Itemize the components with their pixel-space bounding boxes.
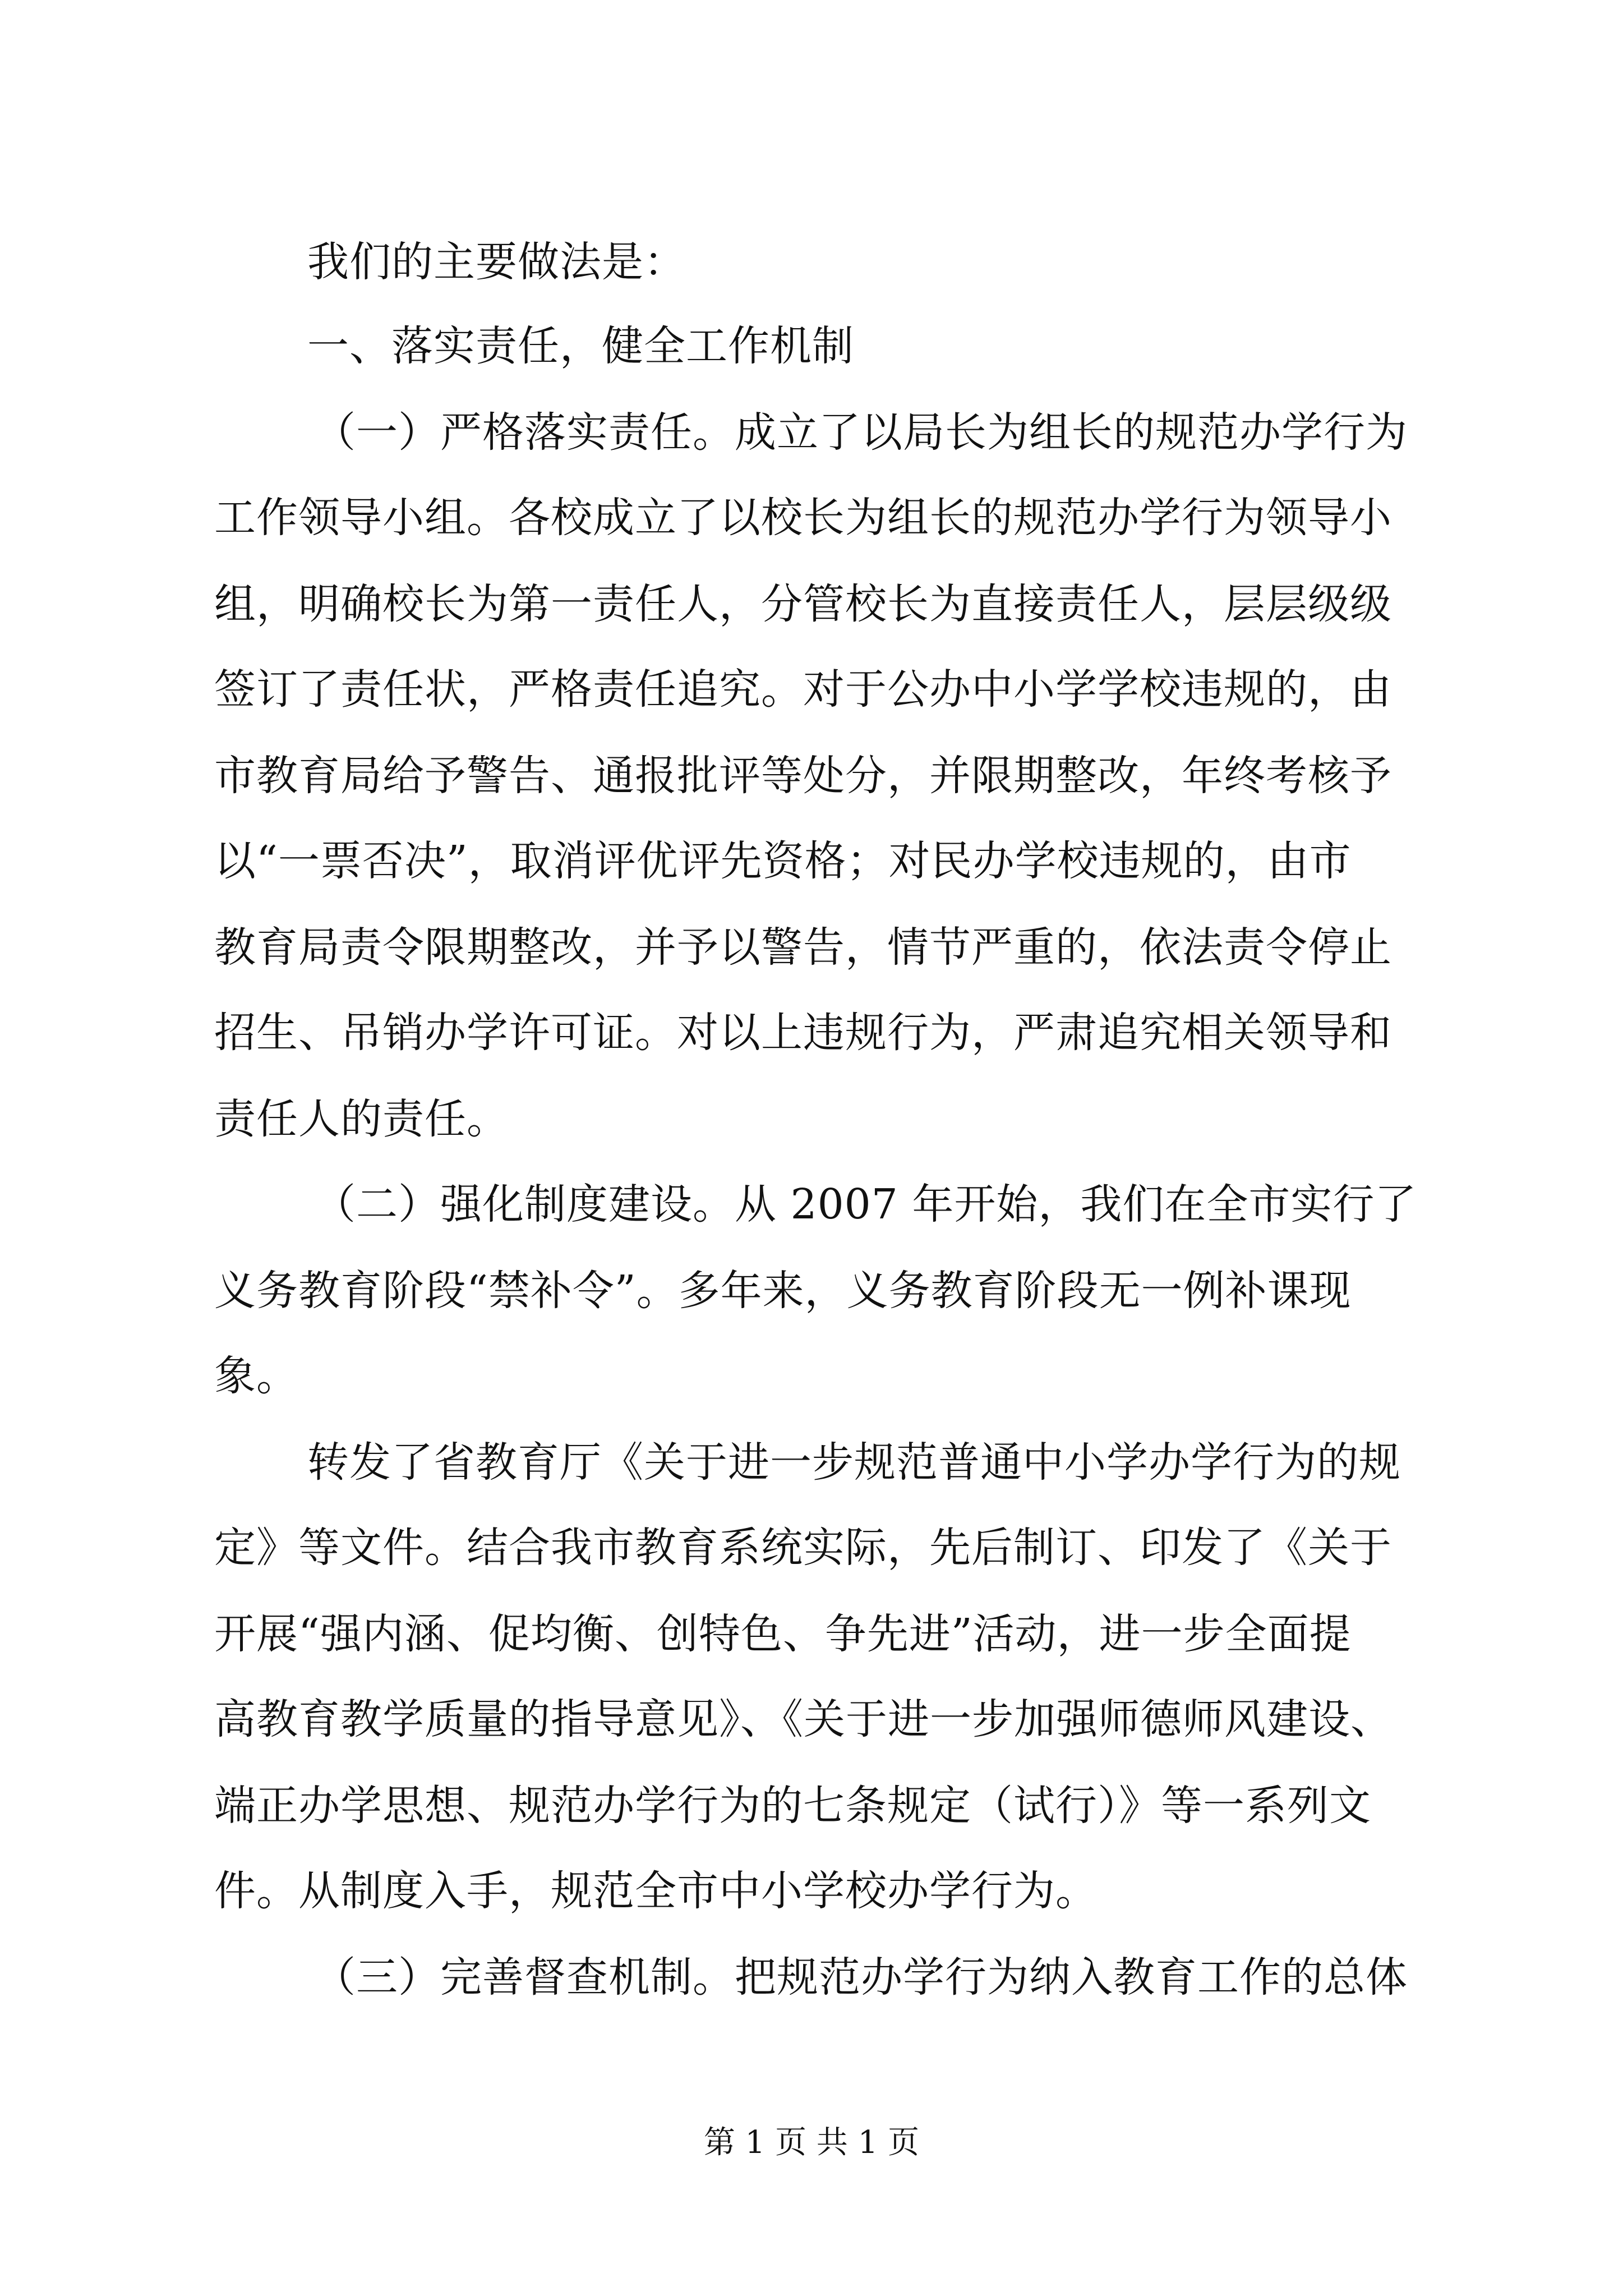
text-line: 招生、吊销办学许可证。对以上违规行为，严肃追究相关领导和	[214, 1009, 1392, 1057]
text-line: 责任人的责任。	[214, 1095, 509, 1143]
text-line: 端正办学思想、规范办学行为的七条规定（试行）》等一系列文	[214, 1782, 1371, 1830]
text-line: （二）强化制度建设。从 2007 年开始，我们在全市实行了	[314, 1180, 1417, 1228]
section-heading: 一、落实责任，健全工作机制	[307, 322, 854, 370]
text-line: 以“一票否决”，取消评优评先资格；对民办学校违规的，由市	[214, 837, 1352, 885]
text-line: 义务教育阶段“禁补令”。多年来，义务教育阶段无一例补课现	[214, 1267, 1352, 1315]
text-line: 工作领导小组。各校成立了以校长为组长的规范办学行为领导小	[214, 494, 1392, 542]
text-line: 市教育局给予警告、通报批评等处分，并限期整改，年终考核予	[214, 752, 1392, 800]
text-line: 件。从制度入手，规范全市中小学校办学行为。	[214, 1867, 1098, 1915]
text-line: 签订了责任状，严格责任追究。对于公办中小学学校违规的，由	[214, 665, 1392, 714]
text-line: 象。	[214, 1352, 298, 1400]
text-line: 开展“强内涵、促均衡、创特色、争先进”活动，进一步全面提	[214, 1610, 1352, 1658]
text-line: 高教育教学质量的指导意见》、《关于进一步加强师德师风建设、	[214, 1695, 1393, 1743]
page-number-footer: 第 1 页 共 1 页	[703, 2124, 920, 2161]
text-line: 组，明确校长为第一责任人，分管校长为直接责任人，层层级级	[214, 580, 1392, 628]
text-line: 教育局责令限期整改，并予以警告，情节严重的，依法责令停止	[214, 923, 1392, 972]
text-line: 转发了省教育厅《关于进一步规范普通中小学办学行为的规	[307, 1438, 1401, 1487]
text-line: 我们的主要做法是：	[307, 238, 686, 286]
text-line: 定》等文件。结合我市教育系统实际，先后制订、印发了《关于	[214, 1524, 1392, 1572]
text-line: （一）严格落实责任。成立了以局长为组长的规范办学行为	[314, 408, 1408, 457]
text-line: （三）完善督查机制。把规范办学行为纳入教育工作的总体	[314, 1953, 1408, 2001]
